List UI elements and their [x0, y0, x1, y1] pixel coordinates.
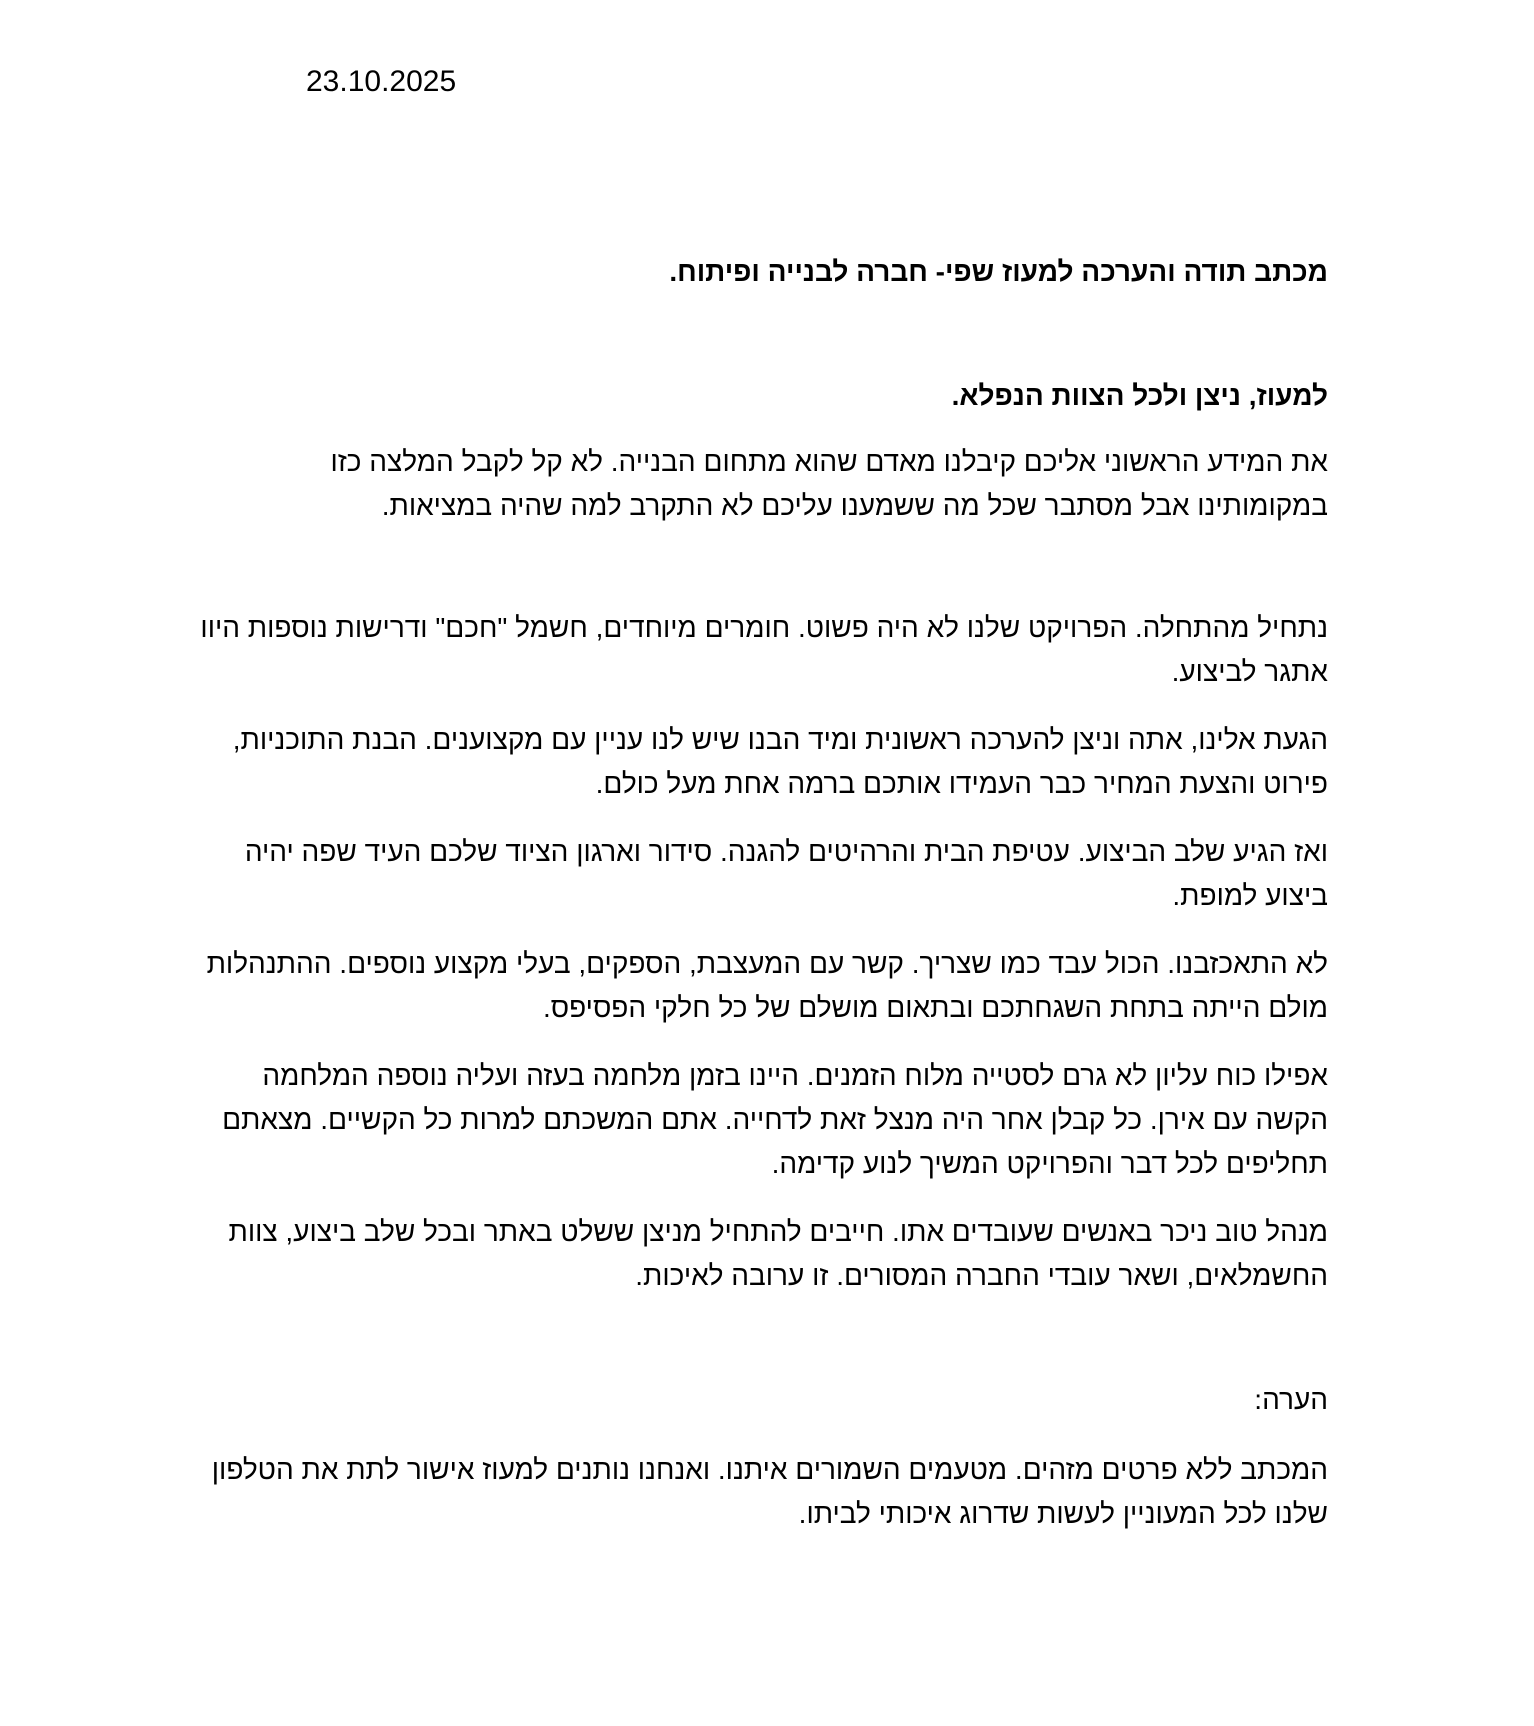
letter-body: [200, 250, 1328, 1536]
paragraph: נתחיל מהתחלה. הפרויקט שלנו לא היה פשוט. חומרים מיוחדים, חשמל "חכם" ודרישות נוספות היוו אתגר לביצוע.: [200, 612, 1328, 687]
paragraph: מנהל טוב ניכר באנשים שעובדים אתו. חייבים להתחיל מניצן ששלט באתר ובכל שלב ביצוע, צוות החשמלאים, ושאר עובדי החברה המסורים. זו ערובה לאיכות.: [228, 1216, 1328, 1291]
letter-date: 23.10.2025: [306, 65, 457, 98]
paragraph: אפילו כוח עליון לא גרם לסטייה מלוח הזמנים. היינו בזמן מלחמה בעזה ועליה נוספה המלחמה הקשה עם אירן. כל קבלן אחר היה מנצל זאת לדחייה. אתם המשכתם למרות כל הקשיים. מצאתם תחליפים לכל דבר והפרויקט המשיך לנוע קדימה.: [222, 1060, 1328, 1179]
letter-greeting: למעוז, ניצן ולכל הצוות הנפלא.: [951, 380, 1328, 411]
note-text: המכתב ללא פרטים מזהים. מטעמים השמורים איתנו. ואנחנו נותנים למעוז אישור לתת את הטלפון שלנו לכל המעוניין לעשות שדרוג איכותי לביתו.: [211, 1454, 1328, 1529]
note-label: הערה:: [1254, 1384, 1328, 1415]
paragraph: לא התאכזבנו. הכול עבד כמו שצריך. קשר עם המעצבת, הספקים, בעלי מקצוע נוספים. ההתנהלות מולם הייתה בתחת השגחתכם ובתאום מושלם של כל חלקי הפסיפס.: [206, 948, 1328, 1023]
paragraph: את המידע הראשוני אליכם קיבלנו מאדם שהוא מתחום הבנייה. לא קל לקבל המלצה כזו במקומותינו אבל מסתבר שכל מה ששמענו עליכם לא התקרב למה שהיה במציאות.: [330, 446, 1328, 521]
paragraph: ואז הגיע שלב הביצוע. עטיפת הבית והרהיטים להגנה. סידור וארגון הציוד שלכם העיד שפה יהיה ביצוע למופת.: [244, 836, 1328, 911]
paragraph: הגעת אלינו, אתה וניצן להערכה ראשונית ומיד הבנו שיש לנו עניין עם מקצוענים. הבנת התוכניות, פירוט והצעת המחיר כבר העמידו אותכם ברמה אחת מעל כולם.: [232, 724, 1328, 799]
letter-title: מכתב תודה והערכה למעוז שפי- חברה לבנייה ופיתוח.: [669, 256, 1328, 287]
